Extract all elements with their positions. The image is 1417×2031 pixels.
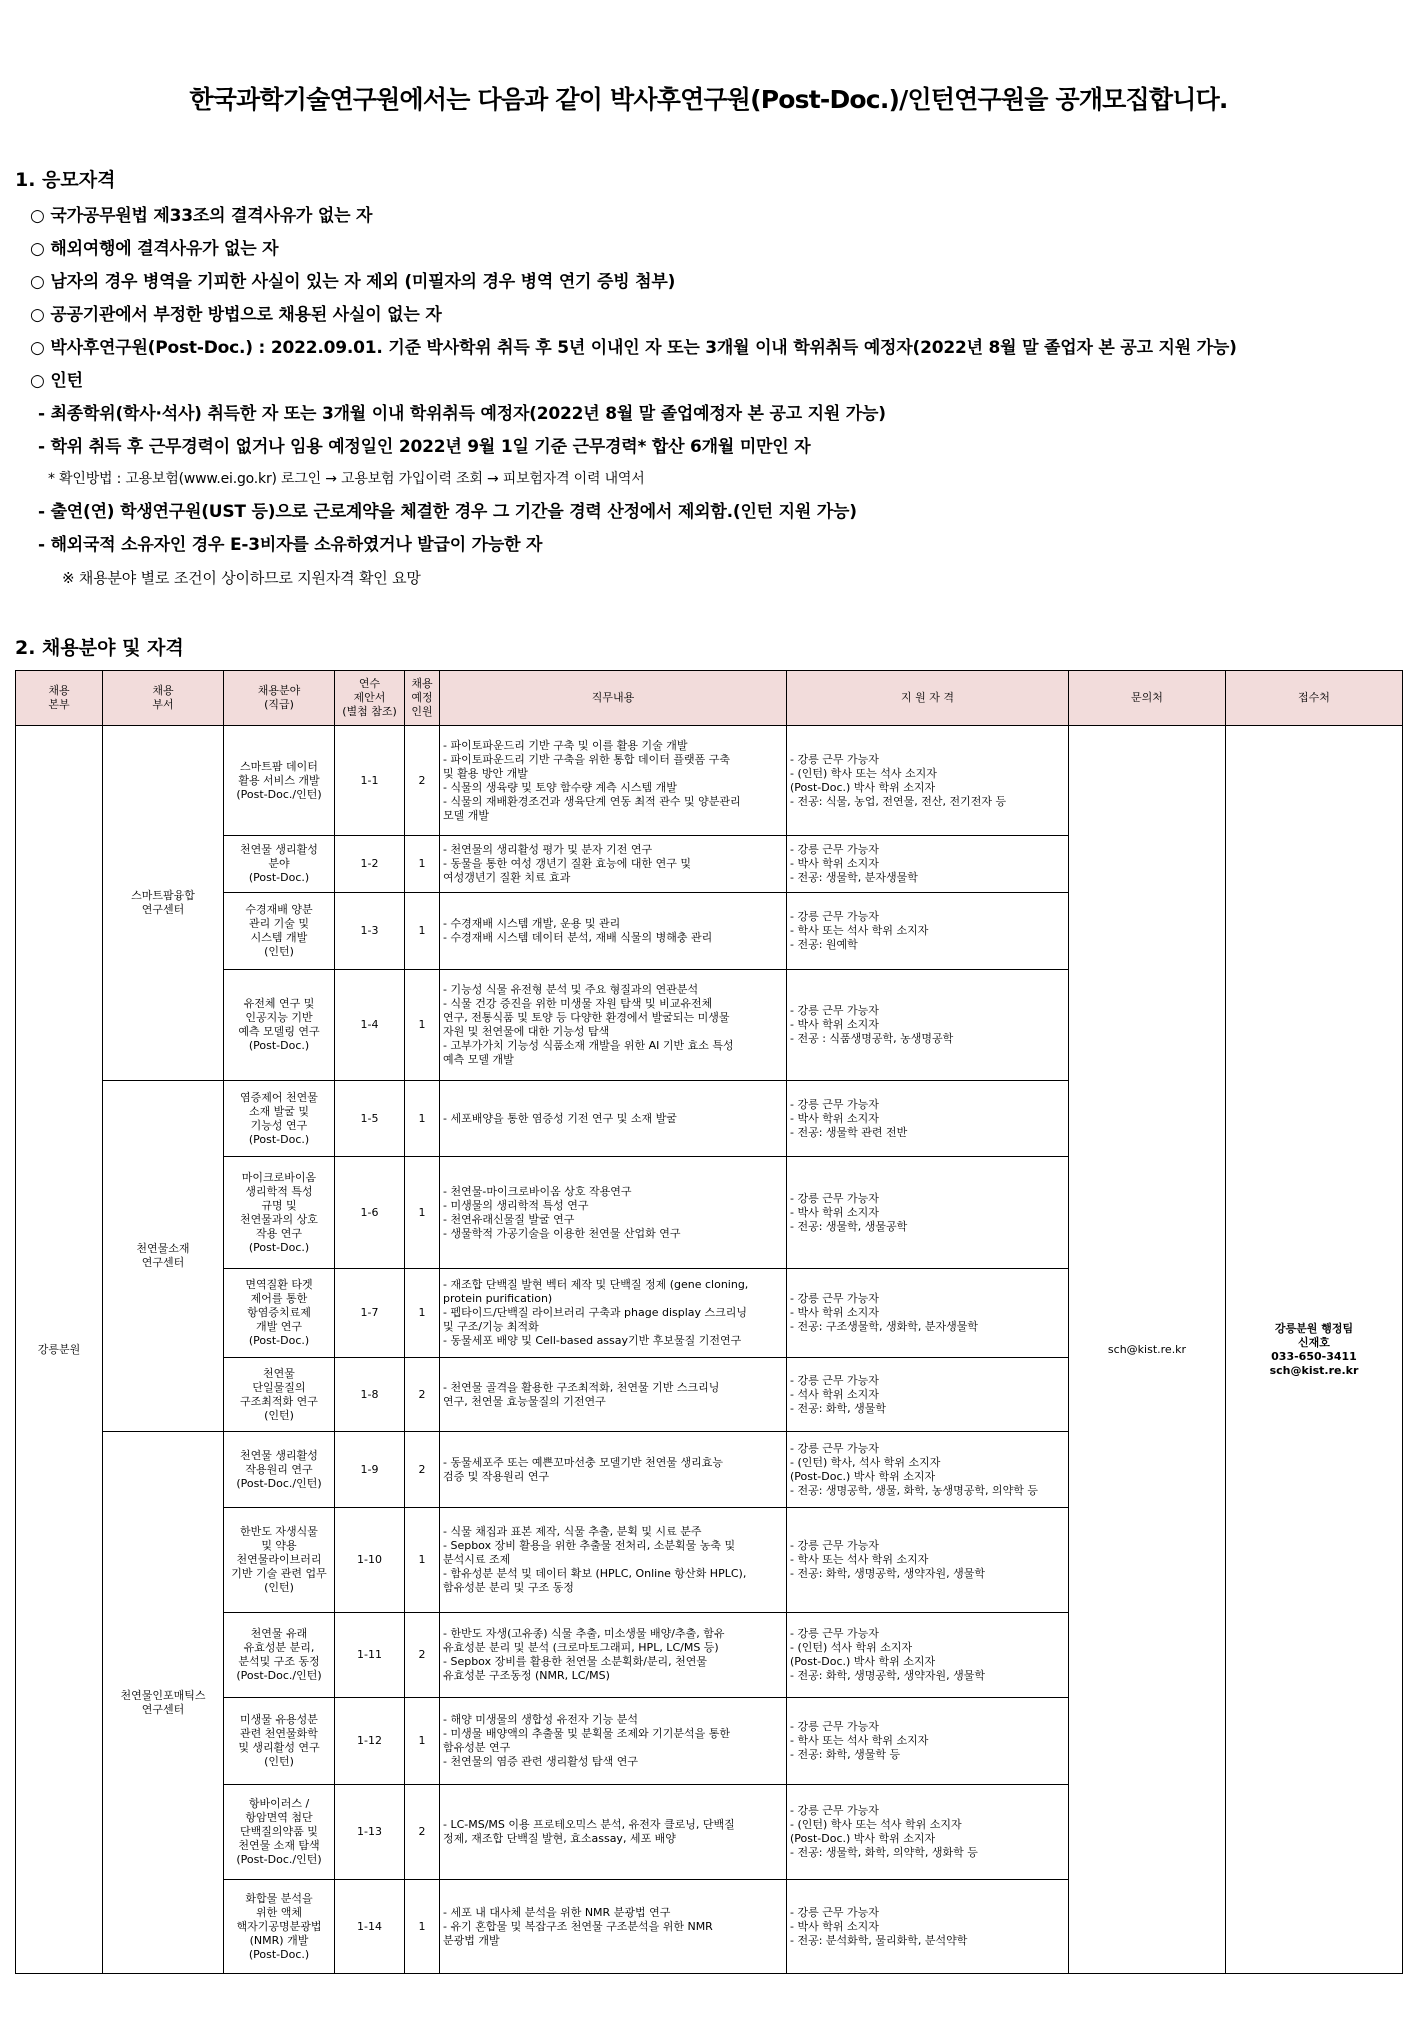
recruitment-table: [15, 670, 1403, 1974]
duty-cell: - 한반도 자생(고유종) 식물 추출, 미소생물 배양/추출, 함유 유효성분 분리 및 분석 (크로마토그래피, HPL, LC/MS 등) - Sepbox 장비를 활용한 천연물 소분획화/분리, 천연물 유효성분 구조동정 (NMR, LC/MS): [440, 1613, 787, 1698]
field-cell: 미생물 유용성분 관련 천연물화학 및 생리활성 연구 (인턴): [224, 1698, 335, 1785]
duty-cell: - 천연물-마이크로바이옴 상호 작용연구 - 미생물의 생리학적 특성 연구 - 천연유래신물질 발굴 연구 - 생물학적 가공기술을 이용한 천연물 산업화 연구: [440, 1157, 787, 1269]
code-cell: 1-7: [335, 1269, 405, 1358]
count-cell: 1: [405, 1508, 440, 1613]
table-row: [16, 726, 1403, 836]
count-cell: 1: [405, 1269, 440, 1358]
duty-cell: - 세포배양을 통한 염증성 기전 연구 및 소재 발굴: [440, 1081, 787, 1157]
code-cell: 1-2: [335, 836, 405, 893]
field-cell: 한반도 자생식물 및 약용 천연물라이브러리 기반 기술 관련 업무 (인턴): [224, 1508, 335, 1613]
qualification-cell: - 강릉 근무 가능자 - 학사 또는 석사 학위 소지자 - 전공: 원예학: [787, 893, 1069, 970]
division-cell: 강릉분원: [16, 726, 103, 1974]
intern-item: - 최종학위(학사·석사) 취득한 자 또는 3개월 이내 학위취득 예정자(2022년 8월 말 졸업예정자 본 공고 지원 가능): [38, 404, 886, 424]
dept-cell: 천연물인포매틱스 연구센터: [103, 1432, 224, 1974]
code-cell: 1-8: [335, 1358, 405, 1432]
duty-cell: - 재조합 단백질 발현 벡터 제작 및 단백질 정제 (gene cloning, protein purification) - 펩타이드/단백질 라이브러리 구축과 phage display 스크리닝 및 구조/기능 최적화 - 동물세포 배양 및 Cell-based assay기반 후보물질 기전연구: [440, 1269, 787, 1358]
intern-note: * 확인방법 : 고용보험(www.ei.go.kr) 로그인 → 고용보험 가입이력 조회 → 피보험자격 이력 내역서: [48, 471, 645, 487]
count-cell: 1: [405, 970, 440, 1081]
header-field: 채용분야 (직급): [224, 671, 335, 726]
header-contact: 문의처: [1069, 671, 1226, 726]
duty-cell: - 동물세포주 또는 예쁜꼬마선충 모델기반 천연물 생리효능 검증 및 작용원리 연구: [440, 1432, 787, 1508]
qualification-item: ○ 해외여행에 결격사유가 없는 자: [30, 239, 279, 259]
count-cell: 1: [405, 1880, 440, 1974]
qualification-item: ○ 인턴: [30, 371, 83, 391]
field-condition-note: ※ 채용분야 별로 조건이 상이하므로 지원자격 확인 요망: [62, 569, 421, 587]
qualification-item: ○ 공공기관에서 부정한 방법으로 채용된 사실이 없는 자: [30, 305, 442, 325]
code-cell: 1-11: [335, 1613, 405, 1698]
duty-cell: - 기능성 식물 유전형 분석 및 주요 형질과의 연관분석 - 식물 건강 증진을 위한 미생물 자원 탐색 및 비교유전체 연구, 전통식품 및 토양 등 다양한 환경에서 발굴되는 미생물 자원 및 천연물에 대한 기능성 탐색 - 고부가가치 기능성 식품소재 개발을 위한 AI 기반 효소 특성 예측 모델 개발: [440, 970, 787, 1081]
field-cell: 천연물 단일물질의 구조최적화 연구 (인턴): [224, 1358, 335, 1432]
count-cell: 2: [405, 726, 440, 836]
intern-item: - 해외국적 소유자인 경우 E-3비자를 소유하였거나 발급이 가능한 자: [38, 535, 543, 555]
code-cell: 1-1: [335, 726, 405, 836]
field-cell: 천연물 생리활성 분야 (Post-Doc.): [224, 836, 335, 893]
qualification-cell: - 강릉 근무 가능자 - 박사 학위 소지자 - 전공: 생물학, 분자생물학: [787, 836, 1069, 893]
header-count: 채용 예정 인원: [405, 671, 440, 726]
qualification-cell: - 강릉 근무 가능자 - 박사 학위 소지자 - 전공: 구조생물학, 생화학, 분자생물학: [787, 1269, 1069, 1358]
section-2-heading: 2. 채용분야 및 자격: [15, 637, 184, 659]
code-cell: 1-3: [335, 893, 405, 970]
count-cell: 1: [405, 836, 440, 893]
header-duty: 직무내용: [440, 671, 787, 726]
header-dept: 채용 부서: [103, 671, 224, 726]
qualification-item: ○ 국가공무원법 제33조의 결격사유가 없는 자: [30, 206, 373, 226]
duty-cell: - 천연물의 생리활성 평가 및 분자 기전 연구 - 동물을 통한 여성 갱년기 질환 효능에 대한 연구 및 여성갱년기 질환 치료 효과: [440, 836, 787, 893]
intern-item: - 출연(연) 학생연구원(UST 등)으로 근로계약을 체결한 경우 그 기간을 경력 산정에서 제외함.(인턴 지원 가능): [38, 502, 857, 522]
qualification-item: ○ 남자의 경우 병역을 기피한 사실이 있는 자 제외 (미필자의 경우 병역 연기 증빙 첨부): [30, 272, 676, 292]
receipt-cell: 강릉분원 행정팀 신재호 033-650-3411 sch@kist.re.kr: [1226, 726, 1403, 1974]
table-header-row: [16, 671, 1403, 726]
count-cell: 2: [405, 1432, 440, 1508]
qualification-cell: - 강릉 근무 가능자 - 박사 학위 소지자 - 전공: 생물학 관련 전반: [787, 1081, 1069, 1157]
header-receipt: 접수처: [1226, 671, 1403, 726]
qualification-cell: - 강릉 근무 가능자 - (인턴) 학사 또는 석사 학위 소지자 (Post-Doc.) 박사 학위 소지자 - 전공: 생물학, 화학, 의약학, 생화학 등: [787, 1785, 1069, 1880]
qualification-cell: - 강릉 근무 가능자 - 석사 학위 소지자 - 전공: 화학, 생물학: [787, 1358, 1069, 1432]
qualification-item: ○ 박사후연구원(Post-Doc.) : 2022.09.01. 기준 박사학위 취득 후 5년 이내인 자 또는 3개월 이내 학위취득 예정자(2022년 8월 말 졸업자 본 공고 지원 가능): [30, 338, 1237, 358]
contact-cell: sch@kist.re.kr: [1069, 726, 1226, 1974]
qualification-cell: - 강릉 근무 가능자 - 학사 또는 석사 학위 소지자 - 전공: 화학, 생명공학, 생약자원, 생물학: [787, 1508, 1069, 1613]
code-cell: 1-12: [335, 1698, 405, 1785]
field-cell: 염증제어 천연물 소재 발굴 및 기능성 연구 (Post-Doc.): [224, 1081, 335, 1157]
duty-cell: - 식물 채집과 표본 제작, 식물 추출, 분획 및 시료 분주 - Sepbox 장비 활용을 위한 추출물 전처리, 소분획물 농축 및 분석시료 조제 - 함유성분 분석 및 데이터 확보 (HPLC, Online 항산화 HPLC), 함유성분 분리 및 구조 동정: [440, 1508, 787, 1613]
header-division: 채용 본부: [16, 671, 103, 726]
field-cell: 천연물 유래 유효성분 분리, 분석및 구조 동정 (Post-Doc./인턴): [224, 1613, 335, 1698]
count-cell: 2: [405, 1785, 440, 1880]
qualification-cell: - 강릉 근무 가능자 - (인턴) 학사 또는 석사 소지자 (Post-Doc.) 박사 학위 소지자 - 전공: 식물, 농업, 전연물, 전산, 전기전자 등: [787, 726, 1069, 836]
dept-cell: 스마트팜융합 연구센터: [103, 726, 224, 1081]
code-cell: 1-10: [335, 1508, 405, 1613]
count-cell: 2: [405, 1358, 440, 1432]
header-code: 연수 제안서 (별첨 참조): [335, 671, 405, 726]
field-cell: 유전체 연구 및 인공지능 기반 예측 모델링 연구 (Post-Doc.): [224, 970, 335, 1081]
field-cell: 마이크로바이옴 생리학적 특성 규명 및 천연물과의 상호 작용 연구 (Post-Doc.): [224, 1157, 335, 1269]
qualification-cell: - 강릉 근무 가능자 - 박사 학위 소지자 - 전공: 분석화학, 물리화학, 분석약학: [787, 1880, 1069, 1974]
field-cell: 천연물 생리활성 작용원리 연구 (Post-Doc./인턴): [224, 1432, 335, 1508]
code-cell: 1-13: [335, 1785, 405, 1880]
duty-cell: - 세포 내 대사체 분석을 위한 NMR 분광법 연구 - 유기 혼합물 및 복잡구조 천연물 구조분석을 위한 NMR 분광법 개발: [440, 1880, 787, 1974]
count-cell: 1: [405, 1081, 440, 1157]
count-cell: 1: [405, 893, 440, 970]
code-cell: 1-5: [335, 1081, 405, 1157]
page-title: 한국과학기술연구원에서는 다음과 같이 박사후연구원(Post-Doc.)/인턴연구원을 공개모집합니다.: [189, 85, 1228, 114]
duty-cell: - 파이토파운드리 기반 구축 및 이를 활용 기술 개발 - 파이토파운드리 기반 구축을 위한 통합 데이터 플랫폼 구축 및 활용 방안 개발 - 식물의 생육량 및 토양 함수량 계측 시스템 개발 - 식물의 재배환경조건과 생육단계 연동 최적 관수 및 양분관리 모델 개발: [440, 726, 787, 836]
field-cell: 수경재배 양분 관리 기술 및 시스템 개발 (인턴): [224, 893, 335, 970]
field-cell: 화합물 분석을 위한 액체 핵자기공명분광법 (NMR) 개발 (Post-Doc.): [224, 1880, 335, 1974]
duty-cell: - 천연물 골격을 활용한 구조최적화, 천연물 기반 스크리닝 연구, 천연물 효능물질의 기전연구: [440, 1358, 787, 1432]
section-1-heading: 1. 응모자격: [15, 169, 116, 191]
qualification-cell: - 강릉 근무 가능자 - 박사 학위 소지자 - 전공: 생물학, 생물공학: [787, 1157, 1069, 1269]
field-cell: 면역질환 타겟 제어를 통한 항염증치료제 개발 연구 (Post-Doc.): [224, 1269, 335, 1358]
code-cell: 1-4: [335, 970, 405, 1081]
count-cell: 1: [405, 1157, 440, 1269]
code-cell: 1-9: [335, 1432, 405, 1508]
count-cell: 1: [405, 1698, 440, 1785]
field-cell: 스마트팜 데이터 활용 서비스 개발 (Post-Doc./인턴): [224, 726, 335, 836]
count-cell: 2: [405, 1613, 440, 1698]
intern-item: - 학위 취득 후 근무경력이 없거나 임용 예정일인 2022년 9월 1일 기준 근무경력* 합산 6개월 미만인 자: [38, 437, 811, 457]
field-cell: 항바이러스 / 항암면역 첨단 단백질의약품 및 천연물 소재 탐색 (Post-Doc./인턴): [224, 1785, 335, 1880]
code-cell: 1-14: [335, 1880, 405, 1974]
duty-cell: - 수경재배 시스템 개발, 운용 및 관리 - 수경재배 시스템 데이터 분석, 재배 식물의 병해충 관리: [440, 893, 787, 970]
qualification-cell: - 강릉 근무 가능자 - 박사 학위 소지자 - 전공 : 식품생명공학, 농생명공학: [787, 970, 1069, 1081]
qualification-cell: - 강릉 근무 가능자 - (인턴) 석사 학위 소지자 (Post-Doc.) 박사 학위 소지자 - 전공: 화학, 생명공학, 생약자원, 생물학: [787, 1613, 1069, 1698]
qualification-cell: - 강릉 근무 가능자 - (인턴) 학사, 석사 학위 소지자 (Post-Doc.) 박사 학위 소지자 - 전공: 생명공학, 생물, 화학, 농생명공학, 의약학 등: [787, 1432, 1069, 1508]
code-cell: 1-6: [335, 1157, 405, 1269]
duty-cell: - LC-MS/MS 이용 프로테오믹스 분석, 유전자 클로닝, 단백질 정제, 재조합 단백질 발현, 효소assay, 세포 배양: [440, 1785, 787, 1880]
dept-cell: 천연물소재 연구센터: [103, 1081, 224, 1432]
header-qualification: 지 원 자 격: [787, 671, 1069, 726]
duty-cell: - 해양 미생물의 생합성 유전자 기능 분석 - 미생물 배양액의 추출물 및 분획물 조제와 기기분석을 통한 함유성분 연구 - 천연물의 염증 관련 생리활성 탐색 연구: [440, 1698, 787, 1785]
qualification-cell: - 강릉 근무 가능자 - 학사 또는 석사 학위 소지자 - 전공: 화학, 생물학 등: [787, 1698, 1069, 1785]
